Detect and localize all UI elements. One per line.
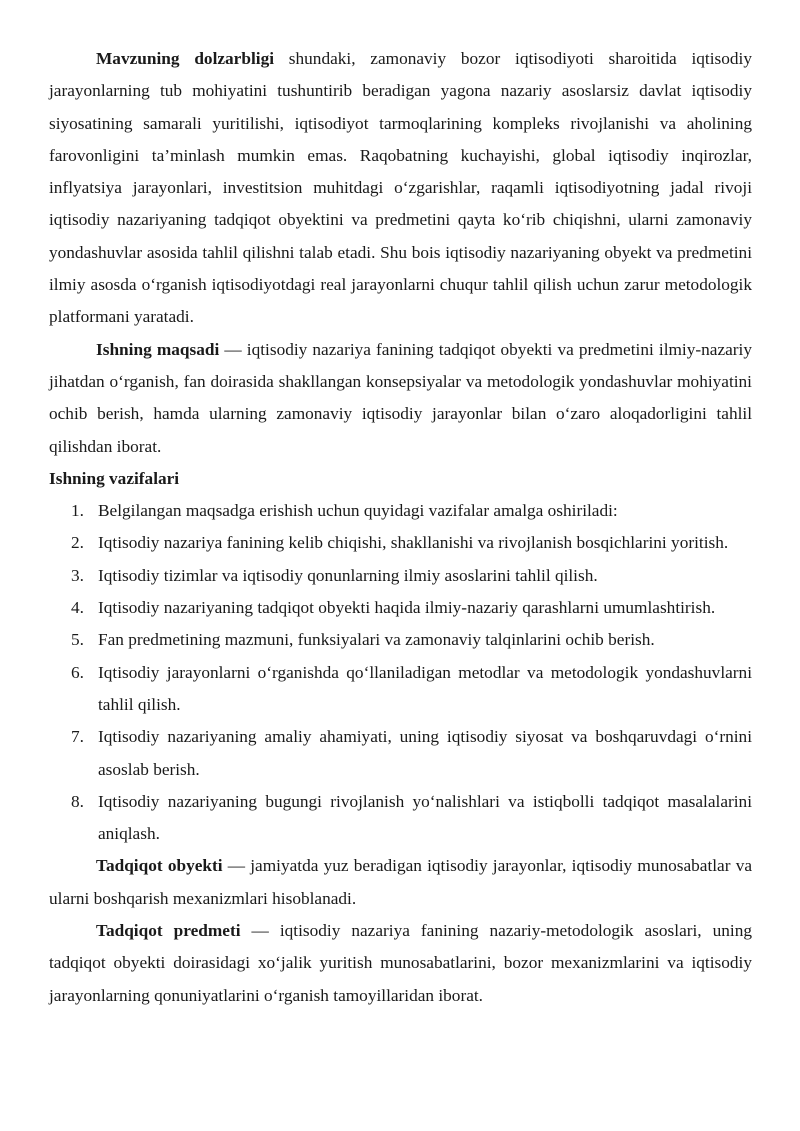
goal-paragraph [49, 334, 752, 463]
list-item-number: 5. [71, 630, 84, 650]
object-label: Tadqiqot obyekti [96, 856, 223, 876]
list-item-text: Iqtisodiy tizimlar va iqtisodiy qonunlarning ilmiy asoslarini tahlil qilish. [98, 565, 598, 585]
list-item-number: 3. [71, 565, 84, 585]
list-item [49, 657, 752, 722]
relevance-label: Mavzuning dolzarbligi [96, 49, 275, 68]
list-item-text: Iqtisodiy nazariya fanining kelib chiqishi, shakllanishi va rivojlanish bosqichlarini yoritish. [98, 533, 729, 553]
list-item-text: Iqtisodiy nazariyaning bugungi rivojlanish yo‘nalishlari va istiqbolli tadqiqot masalalarini aniqlash. [98, 791, 752, 844]
subject-paragraph [49, 915, 752, 1012]
list-item [49, 786, 752, 851]
list-item-number: 6. [71, 662, 84, 682]
list-item-text: Iqtisodiy jarayonlarni o‘rganishda qo‘llaniladigan metodlar va metodologik yondashuvlarni tahlil qilish. [98, 662, 752, 714]
list-item [49, 592, 752, 624]
list-item [49, 527, 752, 559]
list-item-text: Fan predmetining mazmuni, funksiyalari va zamonaviy talqinlarini ochib berish. [98, 630, 655, 650]
relevance-text: shundaki, zamonaviy bozor iqtisodiyoti sharoitida iqtisodiy jarayonlarning tub mohiyatini tushuntirib beradigan yagona nazariy asoslarsiz davlat iqtisodiy siyosatining samarali yuritilishi, iqtisodiyot tarmoqlarining kompleks rivojlanishi va aholining farovonligini ta’minlash mumkin emas. Raqobatning kuchayishi, global iqtisodiy inqirozlar, inflyatsiya jarayonlari, investitsion muhitdagi o‘zgarishlar, raqamli iqtisodiyotning jadal rivoji iqtisodiy nazariyaning tadqiqot obyektini va predmetini qayta ko‘rib chiqishni, ularni zamonaviy yondashuvlar asosida tahlil qilishni talab etadi. Shu bois iqtisodiy nazariyaning obyekt va predmetini ilmiy asosda o‘rganish iqtisodiyotdagi real jarayonlarni chuqur tahlil qilish uchun zarur metodologik platformani yaratadi. [49, 49, 752, 327]
list-item-number: 2. [71, 533, 84, 553]
tasks-heading: Ishning vazifalari [49, 468, 180, 488]
list-item-number: 8. [71, 791, 84, 811]
list-item [49, 721, 752, 786]
list-item-text: Belgilangan maqsadga erishish uchun quyidagi vazifalar amalga oshiriladi: [98, 501, 618, 521]
list-item [49, 495, 752, 527]
list-item-number: 7. [71, 727, 84, 747]
tasks-list [49, 495, 752, 850]
subject-text: — iqtisodiy nazariya fanining nazariy-metodologik asoslari, uning tadqiqot obyekti doirasidagi xo‘jalik yuritish munosabatlarini, bozor mexanizmlarini va iqtisodiy jarayonlarning qonuniyatlarini o‘rganish tamoyillaridan iborat. [49, 921, 752, 1005]
relevance-paragraph [49, 43, 752, 334]
list-item-text: Iqtisodiy nazariyaning amaliy ahamiyati, uning iqtisodiy siyosat va boshqaruvdagi o‘rnini asoslab berish. [98, 727, 752, 779]
subject-label: Tadqiqot predmeti [96, 921, 241, 941]
list-item-number: 1. [71, 501, 84, 521]
goal-text: — iqtisodiy nazariya fanining tadqiqot obyekti va predmetini ilmiy-nazariy jihatdan o‘rganish, fan doirasida shakllangan konsepsiyalar va metodologik yondashuvlar mohiyatini ochib berish, hamda ularning zamonaviy iqtisodiy jarayonlar bilan o‘zaro aloqadorligini tahlil qilishdan iborat. [49, 339, 752, 456]
list-item-number: 4. [71, 598, 84, 618]
list-item [49, 560, 752, 592]
goal-label: Ishning maqsadi [96, 339, 220, 359]
list-item [49, 624, 752, 656]
list-item-text: Iqtisodiy nazariyaning tadqiqot obyekti haqida ilmiy-nazariy qarashlarni umumlashtirish. [98, 598, 716, 618]
object-text: — jamiyatda yuz beradigan iqtisodiy jarayonlar, iqtisodiy munosabatlar va ularni boshqarish mexanizmlari hisoblanadi. [49, 856, 752, 908]
object-paragraph [49, 850, 752, 915]
